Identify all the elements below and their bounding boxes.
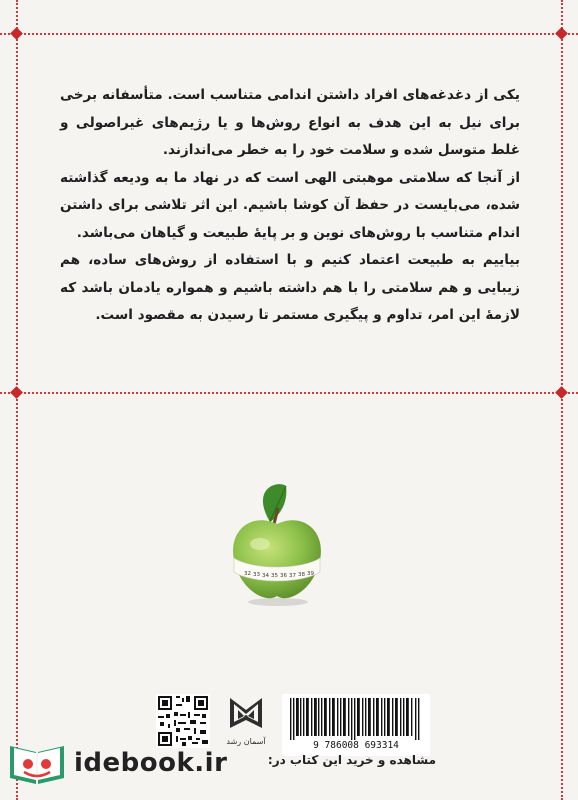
blurb-paragraph: یکی از دغدغه‌های افراد داشتن اندامی متناسب است. متأسفانه برخی برای نیل به این هدف به انواع روش‌ها و یا رژیم‌های غیراصولی و غلط متوسل شده و سلامت خود را به خطر می‌اندازند. [60, 87, 520, 158]
publisher-logo [220, 692, 272, 752]
top-dotted-line [0, 33, 578, 35]
right-dotted-line [561, 0, 563, 800]
tape-number: 34 [262, 573, 269, 579]
back-cover-blurb [60, 82, 520, 330]
diamond-marker [10, 386, 23, 399]
blurb-paragraph: بیاییم به طبیعت اعتماد کنیم و با استفاده از روش‌های ساده، هم زیبایی و هم سلامتی را با هم داشته باشیم و همواره یادمان باشد که لازمهٔ این امر، تداوم و پیگیری مستمر تا رسیدن به مقصود است. [60, 252, 520, 323]
blurb-paragraph: از آنجا که سلامتی موهبتی الهی است که در نهاد ما به ودیعه گذاشته شده، می‌بایست در حفظ آن کوشا باشیم. این اثر تلاشی برای داشتن اندام متناسب با روش‌های نوین و بر پایهٔ طبیعت و گیاهان می‌باشد. [60, 169, 520, 241]
diamond-marker [555, 27, 568, 40]
tape-number: 35 [271, 573, 278, 579]
diamond-marker [10, 27, 23, 40]
tape-number: 37 [289, 573, 296, 579]
tape-number: 32 [244, 571, 251, 577]
idebook-caption: مشاهده و خرید این کتاب در: [267, 753, 436, 767]
tape-number: 36 [280, 573, 287, 579]
qr-code [156, 694, 210, 748]
isbn-number: 9 786008 693314 [313, 740, 399, 751]
idebook-book-icon [6, 726, 70, 786]
isbn-barcode [282, 694, 430, 756]
apple-illustration [222, 478, 332, 608]
publisher-name: آسمان رشد [226, 737, 266, 746]
middle-dotted-line [0, 392, 578, 394]
idebook-brand[interactable]: idebook.ir [74, 748, 228, 778]
tape-number: 38 [298, 572, 305, 578]
tape-number: 33 [253, 572, 260, 578]
left-dotted-line [16, 0, 18, 800]
barcode-bars [290, 698, 422, 740]
tape-number: 39 [307, 571, 314, 577]
diamond-marker [555, 386, 568, 399]
